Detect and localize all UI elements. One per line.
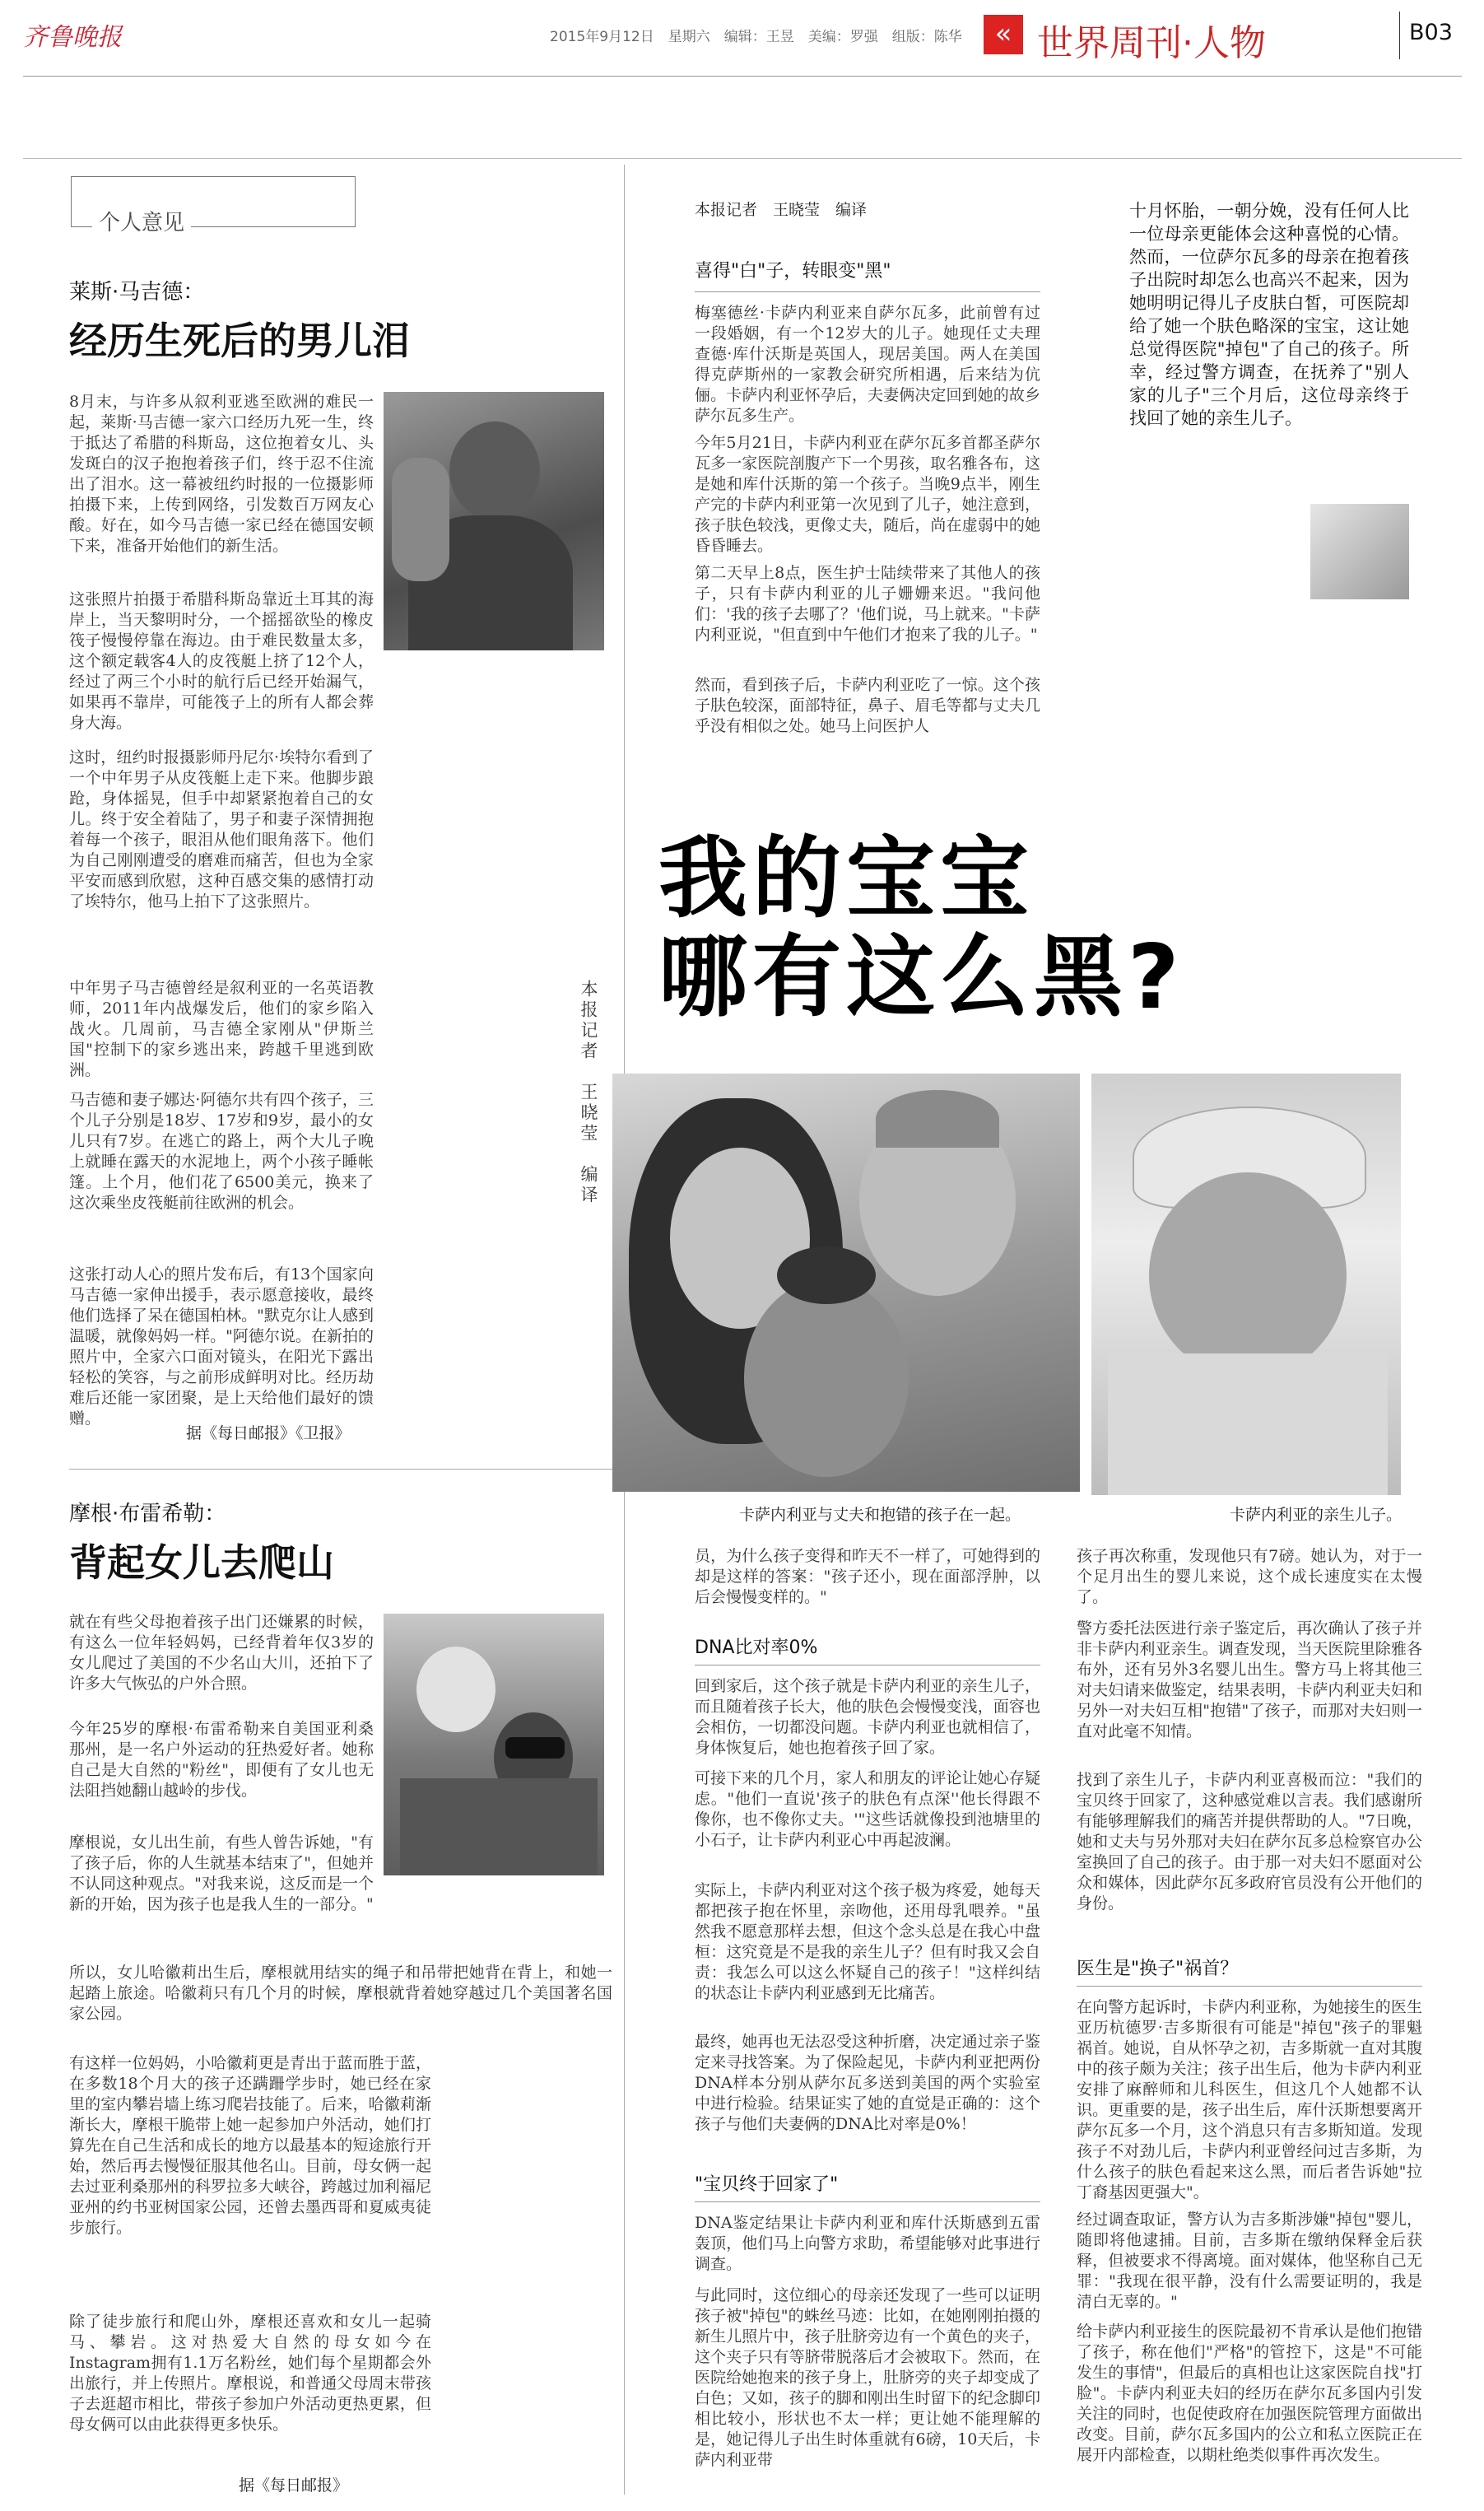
- main-p16: 经过调查取证，警方认为吉多斯涉嫌"掉包"婴儿，随即将他逮捕。目前，吉多斯在缴纳保释金后获释，但被要求不得离境。面对媒体，他坚称自己无罪："我现在很平静，没有什么需要证明的，我是清白无辜的。": [1077, 2211, 1422, 2311]
- main-subhead-4: 医生是"换子"祸首？: [1077, 1959, 1239, 1979]
- vertical-byline: 本报记者 王晓莹 编译: [579, 980, 598, 1206]
- story2-kicker: 摩根·布雷希勒：: [69, 1502, 226, 1526]
- story1-headline: 经历生死后的男儿泪: [69, 319, 410, 363]
- main-subhead-2: DNA比对率0%: [695, 1638, 818, 1658]
- story1-body-c: 这时，纽约时报摄影师丹尼尔·埃特尔看到了一个中年男子从皮筏艇上走下来。他脚步踉跄，身体摇晃，但手中却紧紧抱着自己的女儿。终于安全着陆了，男子和妻子深情拥抱着每一个孩子，眼泪从他们眼角落下。他们为自己刚刚遭受的磨难而痛苦，但也为全家平安而感到欣慰，这种百感交集的感情打动了埃特尔，他马上拍下了这张照片。: [69, 748, 374, 911]
- main-headline-2: 哪有这么黑?: [658, 926, 1184, 1029]
- intro-decoration: [1310, 504, 1409, 599]
- main-p6: 回到家后，这个孩子就是卡萨内利亚的亲生儿子，而且随着孩子长大，他的肤色会慢慢变浅，面容也会相仿，一切都没问题。卡萨内利亚也就相信了，身体恢复后，她也抱着孩子回了家。: [695, 1677, 1040, 1757]
- intro-text: 十月怀胎，一朝分娩，没有任何人比一位母亲更能体会这种喜悦的心情。然而，一位萨尔瓦多的母亲在抱着孩子出院时却怎么也高兴不起来，因为她明明记得儿子皮肤白皙，可医院却给了她一个肤色略深的宝宝，这让她总觉得医院"掉包"了自己的孩子。所幸，经过警方调查，在抚养了"别人家的儿子"三个月后，这位母亲终于找回了她的亲生儿子。: [1129, 201, 1409, 428]
- story2-body-b: 今年25岁的摩根·布雷希勒来自美国亚利桑那州，是一名户外运动的狂热爱好者。她称自己是大自然的"粉丝"，即便有了女儿也无法阻挡她翻山越岭的步伐。: [69, 1720, 374, 1800]
- story1-kicker: 莱斯·马吉德：: [69, 280, 205, 305]
- main-p7: 可接下来的几个月，家人和朋友的评论让她心存疑虑。"他们一直说'孩子的肤色有点深''他长得跟不像你，也不像你丈夫。'"这些话就像投到池塘里的小石子，让卡萨内利亚心中再起波澜。: [695, 1769, 1040, 1849]
- story2-headline: 背起女儿去爬山: [69, 1540, 334, 1585]
- main-p10: DNA鉴定结果让卡萨内利亚和库什沃斯感到五雷轰顶，他们马上向警方求助，希望能够对此事进行调查。: [695, 2214, 1040, 2273]
- family-photo: [612, 1074, 1080, 1492]
- story2-source: 据《每日邮报》: [239, 2476, 349, 2495]
- section-title: 世界周刊·人物: [1037, 22, 1266, 64]
- main-p12: 孩子再次称重，发现他只有7磅。她认为，对于一个足月出生的婴儿来说，这个成长速度实在太慢了。: [1077, 1547, 1422, 1606]
- main-headline-1: 我的宝宝: [658, 827, 1035, 930]
- column-header: 个人意见: [92, 206, 191, 236]
- story1-body-a: 8月末，与许多从叙利亚逃至欧洲的难民一起，莱斯·马吉德一家六口经历九死一生，终于抵达了希腊的科斯岛，这位抱着女儿、头发斑白的汉子抱抱着孩子们，终于忍不住流出了泪水。这一幕被纽约时报的一位摄影师拍摄下来，上传到网络，引发数百万网友心酸。好在，如今马吉德一家已经在德国安顿下来，准备开始他们的新生活。: [69, 393, 374, 555]
- main-p15: 在向警方起诉时，卡萨内利亚称，为她接生的医生亚历杭德罗·吉多斯很有可能是"掉包"孩子的罪魁祸首。她说，自从怀孕之初，吉多斯就一直对其腹中的孩子颇为关注；孩子出生后，他为卡萨内利亚安排了麻醉师和儿科医生，但这几个人她都不认识。更重要的是，孩子出生后，库什沃斯想要离开萨尔瓦多一个月，这个消息只有吉多斯知道。发现孩子不对劲儿后，卡萨内利亚曾经问过吉多斯，为什么孩子的肤色看起来这么黑，而后者告诉她"拉丁裔基因更强大"。: [1077, 1998, 1422, 2201]
- main-p8: 实际上，卡萨内利亚对这个孩子极为疼爱，她每天都把孩子抱在怀里，亲吻他，还用母乳喂养。"虽然我不愿意那样去想，但这个念头总是在我心中盘桓：这究竟是不是我的亲生儿子？但有时我又会自责：我怎么可以这么怀疑自己的孩子！"这样纠结的状态让卡萨内利亚感到无比痛苦。: [695, 1881, 1040, 2002]
- main-p11: 与此同时，这位细心的母亲还发现了一些可以证明孩子被"掉包"的蛛丝马迹：比如，在她刚刚拍摄的新生儿照片中，孩子肚脐旁边有一个黄色的夹子，这个夹子只有等脐带脱落后才会被取下。然而，在医院给她抱来的孩子身上，肚脐旁的夹子却变成了白色；又如，孩子的脚和刚出生时留下的纪念脚印相比较小，形状也不太一样；更让她不能理解的是，她记得儿子出生时体重就有6磅，10天后，卡萨内利亚带: [695, 2286, 1040, 2469]
- story1-source: 据《每日邮报》《卫报》: [186, 1424, 351, 1442]
- main-p3: 第二天早上8点，医生护士陆续带来了其他人的孩子，只有卡萨内利亚的儿子姗姗来迟。"我问他们：'我的孩子去哪了？'他们说，马上就来。"卡萨内利亚说，"但直到中午他们才抱来了我的儿子。": [695, 564, 1040, 644]
- story2-body-e: 有这样一位妈妈，小哈徽莉更是青出于蓝而胜于蓝，在多数18个月大的孩子还蹒跚学步时，她已经在家里的室内攀岩墙上练习爬岩技能了。后来，哈徽莉渐渐长大，摩根干脆带上她一起参加户外活动，她们打算先在自己生活和成长的地方以最基本的短途旅行开始，然后再去慢慢征服其他名山。目前，母女俩一起去过亚利桑那州的科罗拉多大峡谷，跨越过加利福尼亚州的约书亚树国家公园，还曾去墨西哥和夏威夷徒步旅行。: [69, 2054, 431, 2237]
- story2-body-d: 所以，女儿哈徽莉出生后，摩根就用结实的绳子和吊带把她背在背上，和她一起踏上旅途。哈徽莉只有几个月的时候，摩根就背着她穿越过几个美国著名国家公园。: [69, 1964, 612, 2023]
- story2-body-f: 除了徒步旅行和爬山外，摩根还喜欢和女儿一起骑马、攀岩。这对热爱大自然的母女如今在Instagram拥有1.1万名粉丝，她们每个星期都会外出旅行，并上传照片。摩根说，和普通父母周末带孩子去逛超市相比，带孩子参加户外活动更热更累，但母女俩可以由此获得更多快乐。: [69, 2313, 431, 2434]
- story1-body-f: 这张打动人心的照片发布后，有13个国家向马吉德一家伸出援手，表示愿意接收，最终他们选择了呆在德国柏林。"默克尔让人感到温暖，就像妈妈一样。"阿德尔说。在新拍的照片中，全家六口面对镜头，在阳光下露出轻松的笑容，与之前形成鲜明对比。经历劫难后还能一家团聚，是上天给他们最好的馈赠。: [69, 1265, 374, 1428]
- story2-body-a: 就在有些父母抱着孩子出门还嫌累的时候，有这么一位年轻妈妈，已经背着年仅3岁的女儿爬过了美国的不少名山大川，还拍下了许多大气恢弘的户外合照。: [69, 1613, 374, 1693]
- story1-body-d: 中年男子马吉德曾经是叙利亚的一名英语教师，2011年内战爆发后，他们的家乡陷入战火。几周前，马吉德全家刚从"伊斯兰国"控制下的家乡逃出来，跨越千里逃到欧洲。: [69, 979, 374, 1079]
- main-byline: 本报记者 王晓莹 编译: [695, 201, 868, 219]
- story1-body-b: 这张照片拍摄于希腊科斯岛靠近土耳其的海岸上，当天黎明时分，一个摇摇欲坠的橡皮筏子慢慢停靠在海边。由于难民数量太多，这个额定载客4人的皮筏艇上挤了12个人，经过了两三个小时的航行后已经开始漏气，如果再不靠岸，可能筏子上的所有人都会葬身大海。: [69, 590, 374, 732]
- main-p9: 最终，她再也无法忍受这种折磨，决定通过亲子鉴定来寻找答案。为了保险起见，卡萨内利亚把两份DNA样本分别从萨尔瓦多送到美国的两个实验室中进行检验。结果证实了她的直觉是正确的：这个孩子与他们夫妻俩的DNA比对率是0%！: [695, 2033, 1040, 2133]
- main-p2: 今年5月21日，卡萨内利亚在萨尔瓦多首都圣萨尔瓦多一家医院剖腹产下一个男孩，取名雅各布，这是她和库什沃斯的第一个孩子。当晚9点半，刚生产完的卡萨内利亚第一次见到了儿子，她注意到，孩子肤色较浅，更像丈夫，随后，尚在虚弱中的她昏昏睡去。: [695, 434, 1040, 555]
- baby-photo: [1091, 1074, 1401, 1495]
- family-photo-caption: 卡萨内利亚与丈夫和抱错的孩子在一起。: [739, 1506, 1021, 1524]
- page-number: B03: [1409, 20, 1453, 45]
- main-p13: 警方委托法医进行亲子鉴定后，再次确认了孩子并非卡萨内利亚亲生。调查发现，当天医院里除雅各布外，还有另外3名婴儿出生。警方马上将其他三对夫妇请来做鉴定，结果表明，卡萨内利亚夫妇和另外一对夫妇互相"抱错"了孩子，而那对夫妇则一直对此毫不知情。: [1077, 1619, 1422, 1740]
- main-p14: 找到了亲生儿子，卡萨内利亚喜极而泣："我们的宝贝终于回家了，这种感觉难以言表。我们感谢所有能够理解我们的痛苦并提供帮助的人。"7日晚，她和丈夫与另外那对夫妇在萨尔瓦多总检察官办公室换回了自己的孩子。由于那一对夫妇不愿面对公众和媒体，因此萨尔瓦多政府官员没有公开他们的身份。: [1077, 1771, 1422, 1912]
- story1-photo: [384, 392, 604, 650]
- story2-body-c: 摩根说，女儿出生前，有些人曾告诉她，"有了孩子后，你的人生就基本结束了"，但她并不认同这种观点。"对我来说，这反而是一个新的开始，因为孩子也是我人生的一部分。": [69, 1833, 374, 1913]
- main-p1: 梅塞德丝·卡萨内利亚来自萨尔瓦多，此前曾有过一段婚姻，有一个12岁大的儿子。她现任丈夫理查德·库什沃斯是英国人，现居美国。两人在美国得克萨斯州的一家教会研究所相遇，后来结为伉俪。卡萨内利亚怀孕后，夫妻俩决定回到她的故乡萨尔瓦多生产。: [695, 304, 1040, 425]
- main-p5: 员，为什么孩子变得和昨天不一样了，可她得到的却是这样的答案："孩子还小，现在面部浮肿，以后会慢慢变样的。": [695, 1547, 1040, 1606]
- main-subhead-1: 喜得"白"子，转眼变"黑": [695, 261, 891, 282]
- main-subhead-3: "宝贝终于回家了": [695, 2174, 839, 2195]
- baby-photo-caption: 卡萨内利亚的亲生儿子。: [1230, 1506, 1403, 1524]
- section-arrow-icon: «: [984, 15, 1023, 54]
- story1-body-e: 马吉德和妻子娜达·阿德尔共有四个孩子，三个儿子分别是18岁、17岁和9岁，最小的女儿只有7岁。在逃亡的路上，两个大儿子晚上就睡在露天的水泥地上，两个小孩子睡帐篷。上个月，他们花了6500美元，换来了这次乘坐皮筏艇前往欧洲的机会。: [69, 1091, 374, 1212]
- main-p4: 然而，看到孩子后，卡萨内利亚吃了一惊。这个孩子肤色较深，面部特征，鼻子、眉毛等都与丈夫几乎没有相似之处。她马上问医护人: [695, 676, 1040, 735]
- main-p17: 给卡萨内利亚接生的医院最初不肯承认是他们抱错了孩子，称在他们"严格"的管控下，这是"不可能发生的事情"，但最后的真相也让这家医院自找"打脸"。卡萨内利亚夫妇的经历在萨尔瓦多国内引发关注的同时，也促使政府在加强医院管理方面做出改变。目前，萨尔瓦多国内的公立和私立医院正在展开内部检查，以期杜绝类似事件再次发生。: [1077, 2322, 1422, 2464]
- issue-info: 2015年9月12日 星期六 编辑：王昱 美编：罗强 组版：陈华: [550, 29, 962, 45]
- story2-photo: [384, 1614, 604, 1875]
- newspaper-logo: 齐鲁晚报: [23, 23, 122, 52]
